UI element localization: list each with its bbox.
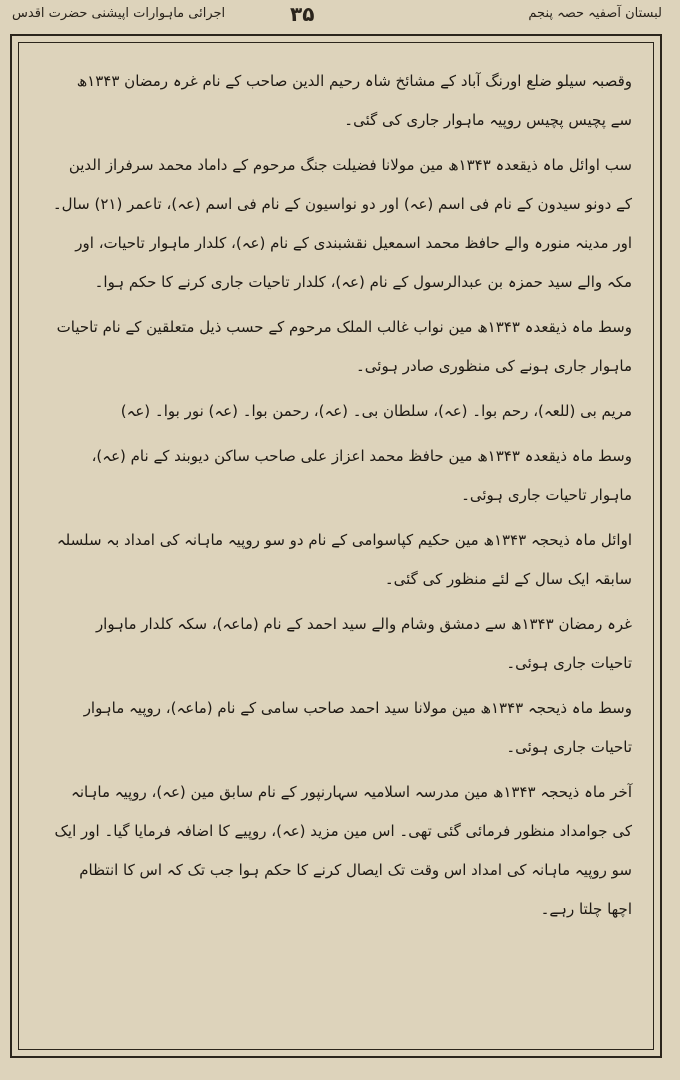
book-title: لبستان آصفیہ حصہ پنجم bbox=[528, 6, 662, 21]
section-title: اجرائی ماہوارات اپیشنی حضرت اقدس bbox=[12, 6, 226, 21]
paragraph: مریم بی (للعہ)، رحم بوا۔ (عہ)، سلطان بی۔ (عہ)، رحمن بوا۔ (عہ) نور بوا۔ (عہ) bbox=[120, 402, 632, 420]
paragraph: وسط ماہ ذیحجہ ۱۳۴۳ھ مین مولانا سید احمد صاحب سامی کے نام (ماعہ)، روپیہ ماہوار تاحیات جاری ہوئی۔ bbox=[83, 699, 632, 756]
paragraph: وقصبہ سیلو ضلع اورنگ آباد کے مشائخ شاہ رحیم الدین صاحب کے نام غرہ رمضان ۱۳۴۳ھ سے پچیس پچیس روپیہ ماہوار جاری کی گئی۔ bbox=[76, 72, 632, 129]
paragraph: غرہ رمضان ۱۳۴۳ھ سے دمشق وشام والے سید احمد کے نام (ماعہ)، سکہ کلدار ماہوار تاحیات جاری ہوئی۔ bbox=[95, 615, 632, 672]
paragraph: وسط ماہ ذیقعدہ ۱۳۴۳ھ مین حافظ محمد اعزاز علی صاحب ساکن دیوبند کے نام (عہ)، ماہوار تاحیات جاری ہوئی۔ bbox=[91, 447, 632, 504]
body-text bbox=[52, 62, 632, 935]
paragraph: وسط ماہ ذیقعدہ ۱۳۴۳ھ مین نواب غالب الملک مرحوم کے حسب ذیل متعلقین کے نام تاحیات ماہوار جاری ہونے کی منظوری صادر ہوئی۔ bbox=[56, 318, 632, 375]
page-number: ۳۵ bbox=[290, 2, 315, 26]
paragraph: اوائل ماہ ذیحجہ ۱۳۴۳ھ مین حکیم کپاسوامی کے نام دو سو روپیہ ماہانہ کی امداد بہ سلسلہ سابقہ ایک سال کے لئے منظور کی گئی۔ bbox=[56, 531, 632, 588]
paragraph: آخر ماہ ذیحجہ ۱۳۴۳ھ مین مدرسہ اسلامیہ سہارنپور کے نام سابق مین (عہ)، روپیہ ماہانہ کی جوامداد منظور فرمائی گئی تھی۔ اس مین مزید (عہ)، روپیے کا اضافہ فرمایا گیا۔ اور ایک سو روپیہ ماہانہ کی امداد اس وقت تک ایصال کرنے کا حکم ہوا جب تک کہ اس کا انتظام اچھا چلتا رہے۔ bbox=[54, 783, 632, 918]
paragraph: سب اوائل ماہ ذیقعدہ ۱۳۴۳ھ مین مولانا فضیلت جنگ مرحوم کے داماد محمد سرفراز الدین کے دونو سیدون کے نام فی اسم (عہ) اور دو نواسیون کے نام فی اسم (عہ)، تاعمر (۲۱) سال۔ اور مدینہ منورہ والے حافظ محمد اسمعیل نقشبندی کے نام (عہ)، کلدار ماہوار تاحیات، اور مکہ والے سید حمزہ بن عبدالرسول کے نام (عہ)، کلدار تاحیات جاری کرنے کا حکم ہوا۔ bbox=[52, 156, 632, 291]
